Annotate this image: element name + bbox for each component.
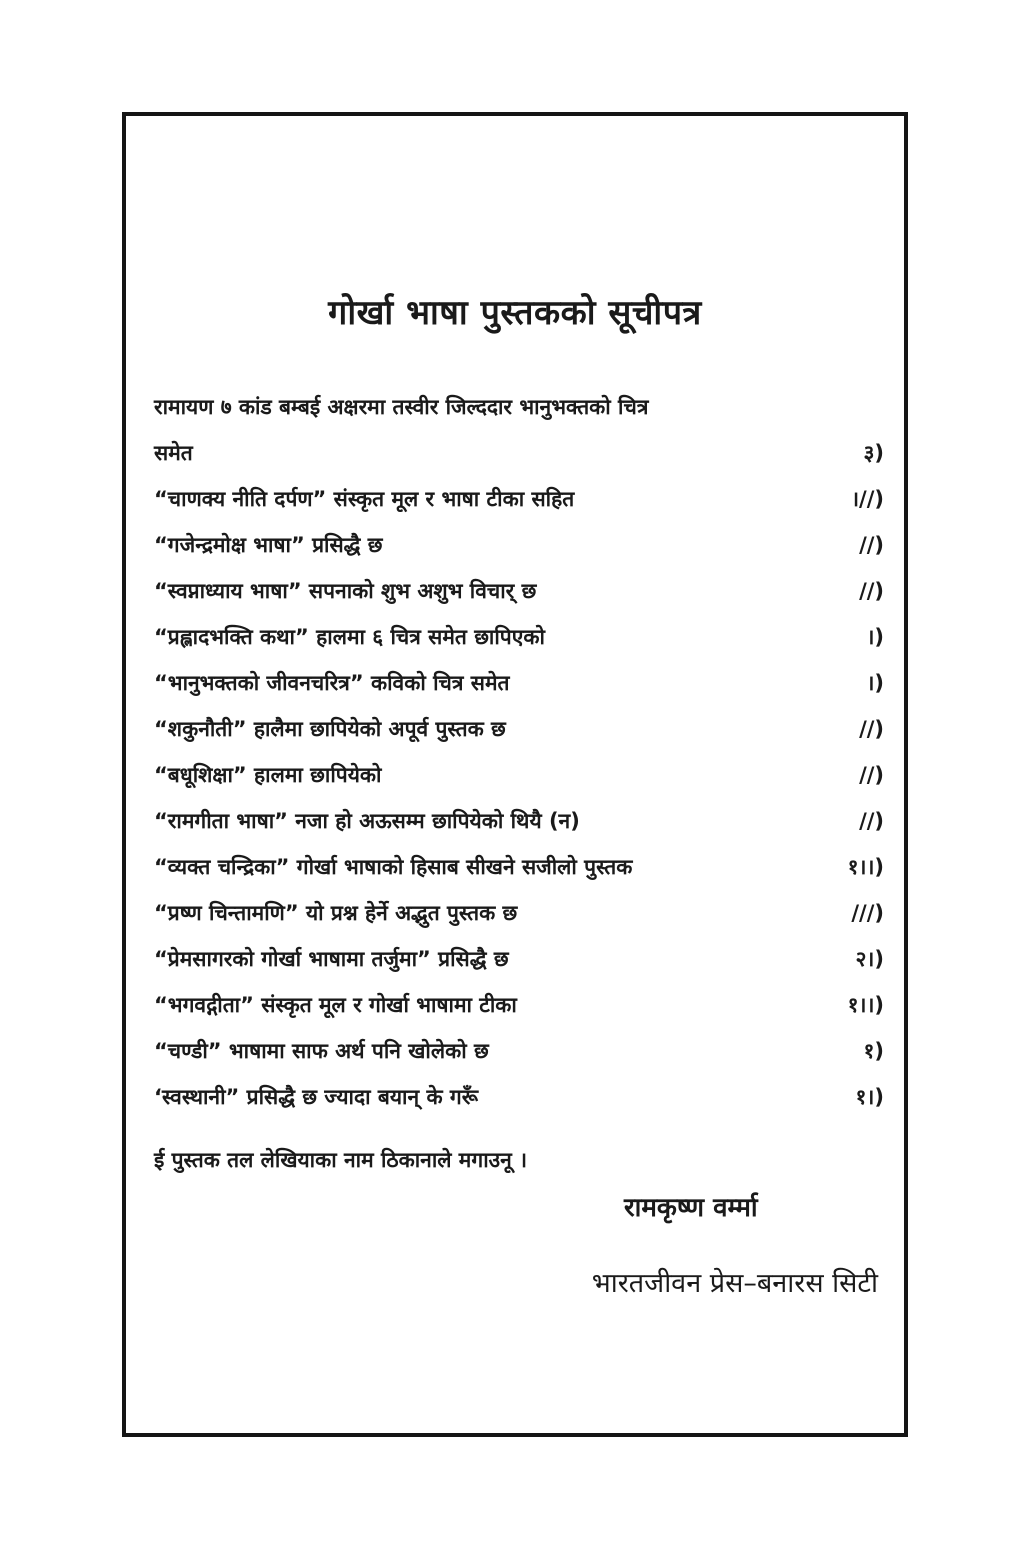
catalog-intro (154, 384, 884, 430)
catalog-list (154, 384, 884, 1120)
intro-row (154, 430, 884, 476)
item-price: //) (859, 533, 884, 557)
item-text: “रामगीता भाषा” नजा हो अऊसम्म छापियेको थियै (न) (154, 809, 580, 833)
item-price: ।) (866, 671, 884, 695)
list-item (154, 522, 884, 568)
list-item (154, 476, 884, 522)
order-note: ई पुस्तक तल लेखियाका नाम ठिकानाले मगाउनू । (154, 1148, 528, 1172)
list-item (154, 568, 884, 614)
item-price: १) (863, 1039, 884, 1063)
item-text: “प्रेमसागरको गोर्खा भाषामा तर्जुमा” प्रसिद्धै छ (154, 947, 509, 971)
page-title: गोर्खा भाषा पुस्तकको सूचीपत्र (328, 293, 702, 333)
item-price: //) (859, 717, 884, 741)
item-price: २।) (855, 947, 884, 971)
list-item (154, 1028, 884, 1074)
item-text: “भानुभक्तको जीवनचरित्र” कविको चित्र समेत (154, 671, 510, 695)
item-text: “भगवद्गीता” संस्कृत मूल र गोर्खा भाषामा टीका (154, 993, 517, 1017)
intro-line-2: समेत (154, 441, 193, 465)
item-text: “चाणक्य नीति दर्पण” संस्कृत मूल र भाषा टीका सहित (154, 487, 575, 511)
item-text: “व्यक्त चन्द्रिका” गोर्खा भाषाको हिसाब सीखने सजीलो पुस्तक (154, 855, 633, 879)
item-price: १।) (855, 1085, 884, 1109)
press-name: भारतजीवन प्रेस–बनारस सिटी (591, 1268, 878, 1299)
item-price: ।) (866, 625, 884, 649)
list-item (154, 706, 884, 752)
item-text: “प्रष्ण चिन्तामणि” यो प्रश्न हेर्ने अद्भुत पुस्तक छ (154, 901, 518, 925)
item-text: “प्रह्लादभक्ति कथा” हालमा ६ चित्र समेत छापिएको (154, 625, 545, 649)
intro-price: ३) (863, 441, 884, 465)
list-item (154, 1074, 884, 1120)
item-text: “स्वप्नाध्याय भाषा” सपनाको शुभ अशुभ विचार् छ (154, 579, 537, 603)
item-price: //) (859, 763, 884, 787)
list-item (154, 798, 884, 844)
item-price: //) (859, 579, 884, 603)
page-border (122, 112, 908, 1437)
item-price: १।।) (847, 993, 884, 1017)
item-text: “शकुनौती” हालैमा छापियेको अपूर्व पुस्तक छ (154, 717, 506, 741)
signature: रामकृष्ण वर्म्मा (624, 1193, 758, 1223)
item-text: ‘स्वस्थानी” प्रसिद्धै छ ज्यादा बयान् के गरूँ (154, 1085, 479, 1109)
item-text: “गजेन्द्रमोक्ष भाषा” प्रसिद्धै छ (154, 533, 383, 557)
item-price: १।।) (847, 855, 884, 879)
list-item (154, 936, 884, 982)
item-price: //) (859, 809, 884, 833)
list-item (154, 982, 884, 1028)
intro-line-1: रामायण ७ कांड बम्बई अक्षरमा तस्वीर जिल्ददार भानुभक्तको चित्र (154, 395, 649, 419)
list-item (154, 660, 884, 706)
list-item (154, 890, 884, 936)
item-price: ///) (851, 901, 884, 925)
list-item (154, 614, 884, 660)
item-text: “चण्डी” भाषामा साफ अर्थ पनि खोलेको छ (154, 1039, 489, 1063)
item-price: ।//) (851, 487, 884, 511)
list-item (154, 844, 884, 890)
list-item (154, 752, 884, 798)
item-text: “बधूशिक्षा” हालमा छापियेको (154, 763, 382, 787)
